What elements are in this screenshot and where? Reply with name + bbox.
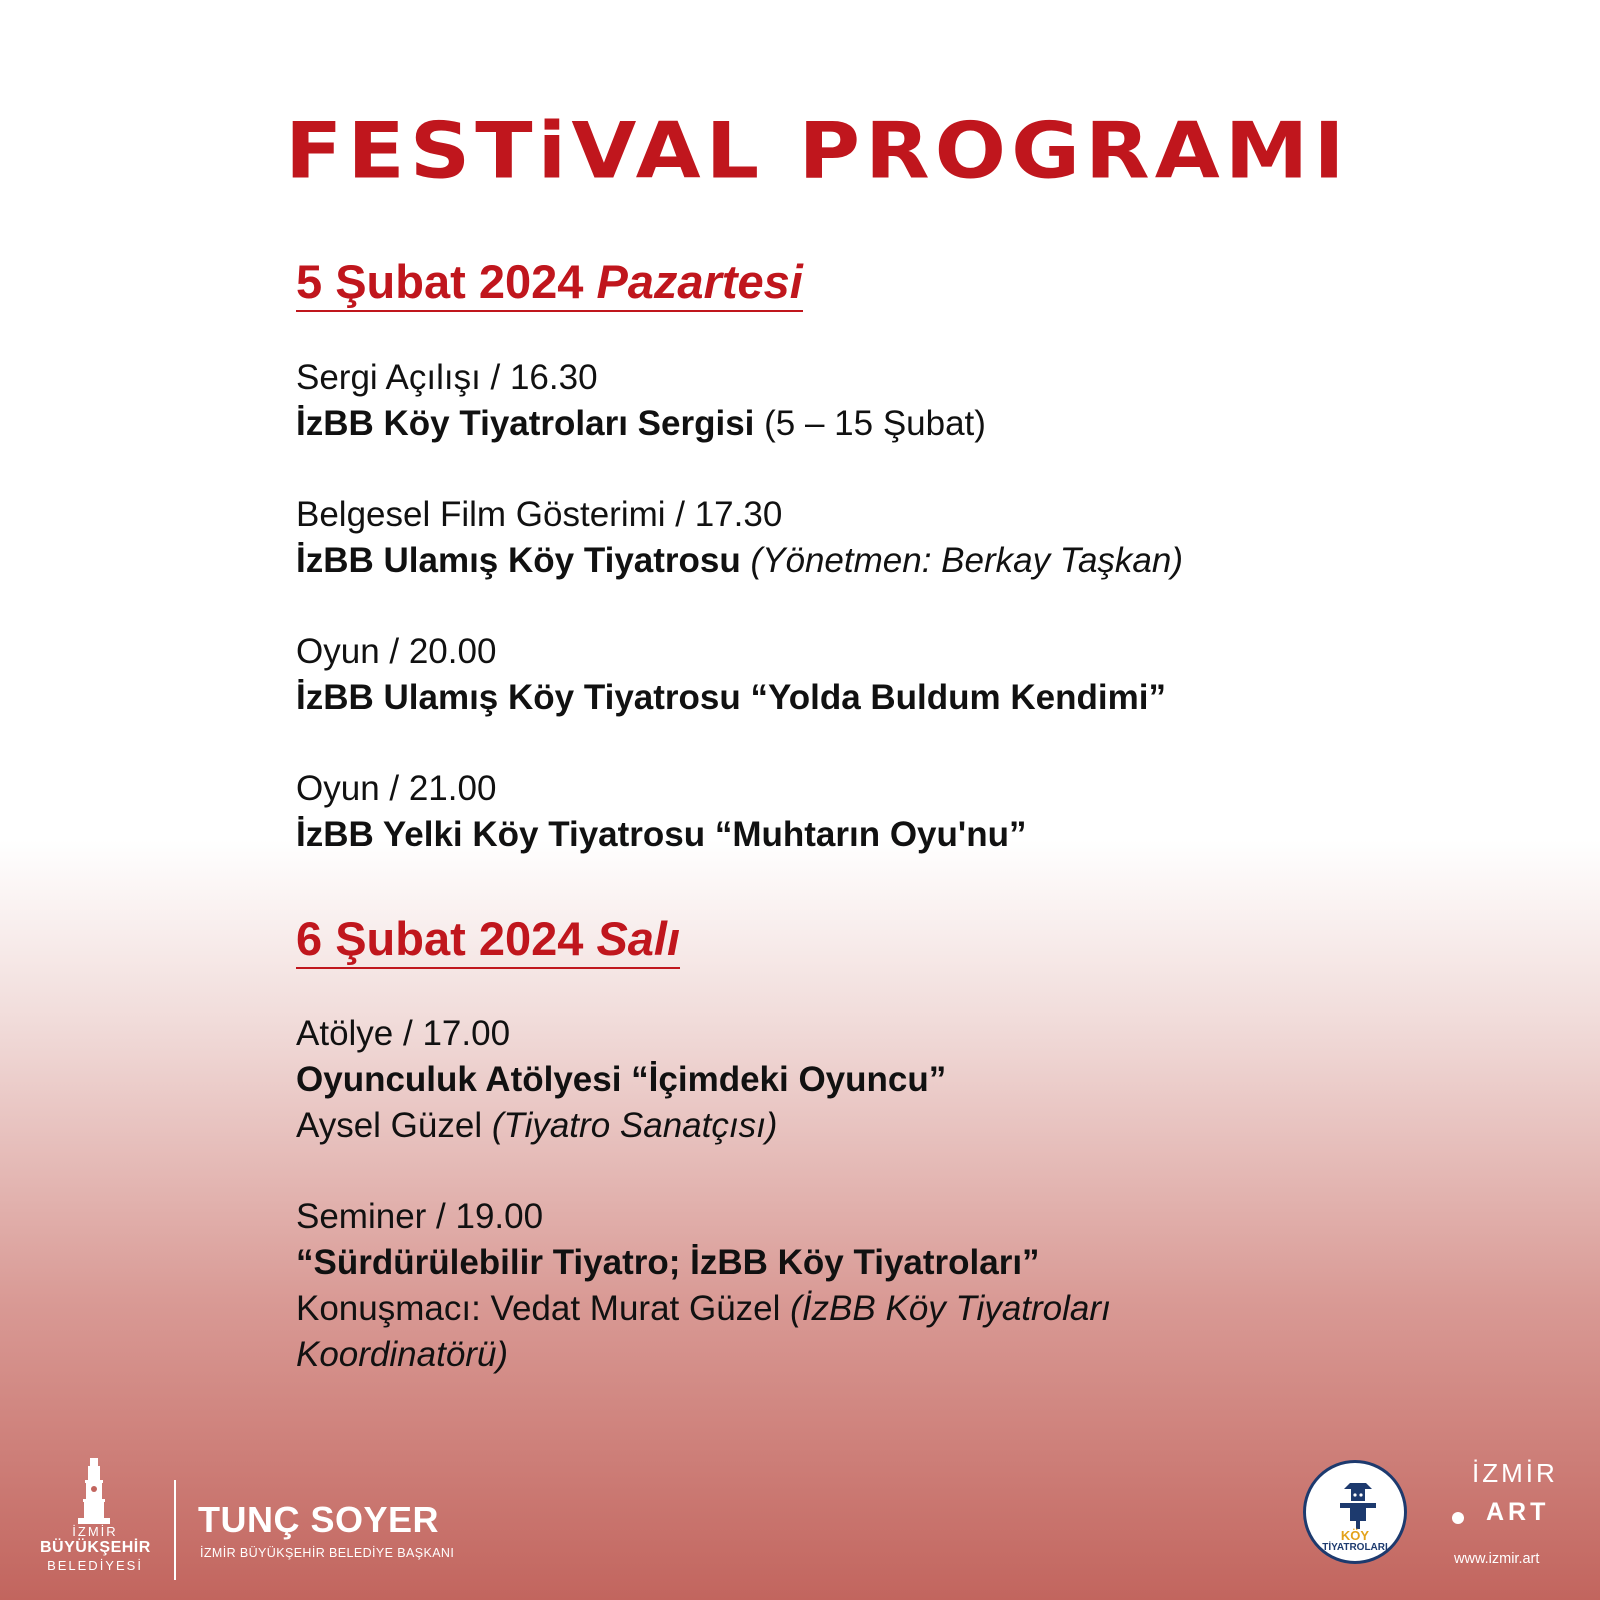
day-weekday: Pazartesi <box>596 255 803 308</box>
izmir-art-word: ART <box>1486 1498 1550 1526</box>
event-name: “Sürdürülebilir Tiyatro; İzBB Köy Tiyatroları” <box>296 1243 1040 1282</box>
event-person-line <box>296 1286 1306 1378</box>
event-meta: Oyun / 20.00 <box>296 632 497 671</box>
koy-logo-text: KÖY <box>1340 1528 1370 1543</box>
footer <box>0 1440 1600 1600</box>
scarecrow-icon <box>1338 1479 1378 1529</box>
event-name: İzBB Ulamış Köy Tiyatrosu <box>296 541 741 580</box>
event-role: (İzBB Köy Tiyatroları Koordinatörü) <box>296 1289 1111 1374</box>
event-name: İzBB Köy Tiyatroları Sergisi <box>296 404 755 443</box>
day-section-1 <box>296 254 1306 854</box>
dot-icon <box>1452 1512 1464 1524</box>
izmir-art-top: İZMİR <box>1472 1458 1558 1488</box>
event-person: Aysel Güzel <box>296 1106 483 1145</box>
logo-text-buyuksehir: BÜYÜKŞEHİR <box>40 1539 151 1556</box>
event-meta: Seminer / 19.00 <box>296 1197 544 1236</box>
event-role: (Tiyatro Sanatçısı) <box>491 1106 778 1145</box>
event-title-line <box>296 401 1306 447</box>
event-extra: (5 – 15 Şubat) <box>764 404 986 443</box>
event-meta: Belgesel Film Gösterimi / 17.30 <box>296 495 783 534</box>
event-item <box>296 492 1306 584</box>
website-url[interactable]: www.izmir.art <box>1454 1551 1540 1567</box>
event-meta: Sergi Açılışı / 16.30 <box>296 358 598 397</box>
page-title: FESTiVAL PROGRAMI <box>285 105 1350 196</box>
event-person: Konuşmacı: Vedat Murat Güzel <box>296 1289 781 1328</box>
event-item <box>296 355 1306 447</box>
event-name: İzBB Yelki Köy Tiyatrosu “Muhtarın Oyu'nu” <box>296 815 1027 854</box>
day-date: 5 Şubat 2024 <box>296 255 584 308</box>
event-name: İzBB Ulamış Köy Tiyatrosu “Yolda Buldum Kendimi” <box>296 678 1166 717</box>
day-heading <box>296 254 803 312</box>
clock-tower-icon <box>74 1456 114 1526</box>
day-date: 6 Şubat 2024 <box>296 912 584 965</box>
mayor-name: TUNÇ SOYER <box>198 1499 440 1540</box>
koy-tiyatrolari-logo <box>1303 1460 1407 1564</box>
event-item <box>296 1011 1306 1149</box>
event-name: Oyunculuk Atölyesi “İçimdeki Oyuncu” <box>296 1060 947 1099</box>
event-extra: (Yönetmen: Berkay Taşkan) <box>750 541 1184 580</box>
event-item <box>296 1194 1306 1378</box>
day-section-2 <box>296 911 1306 1374</box>
event-person-line <box>296 1103 1306 1149</box>
logo-text-izmir: İZMİR <box>72 1524 118 1539</box>
logo-text-belediyesi: BELEDİYESİ <box>47 1558 143 1573</box>
divider <box>174 1480 176 1580</box>
event-item <box>296 766 1306 858</box>
day-heading <box>296 911 680 969</box>
day-weekday: Salı <box>596 912 681 965</box>
mayor-title: İZMİR BÜYÜKŞEHİR BELEDİYE BAŞKANI <box>200 1546 455 1560</box>
event-meta: Atölye / 17.00 <box>296 1014 511 1053</box>
event-meta: Oyun / 21.00 <box>296 769 497 808</box>
event-title-line <box>296 538 1306 584</box>
event-item <box>296 629 1306 721</box>
koy-logo-subtext: TİYATROLARI <box>1322 1542 1388 1553</box>
